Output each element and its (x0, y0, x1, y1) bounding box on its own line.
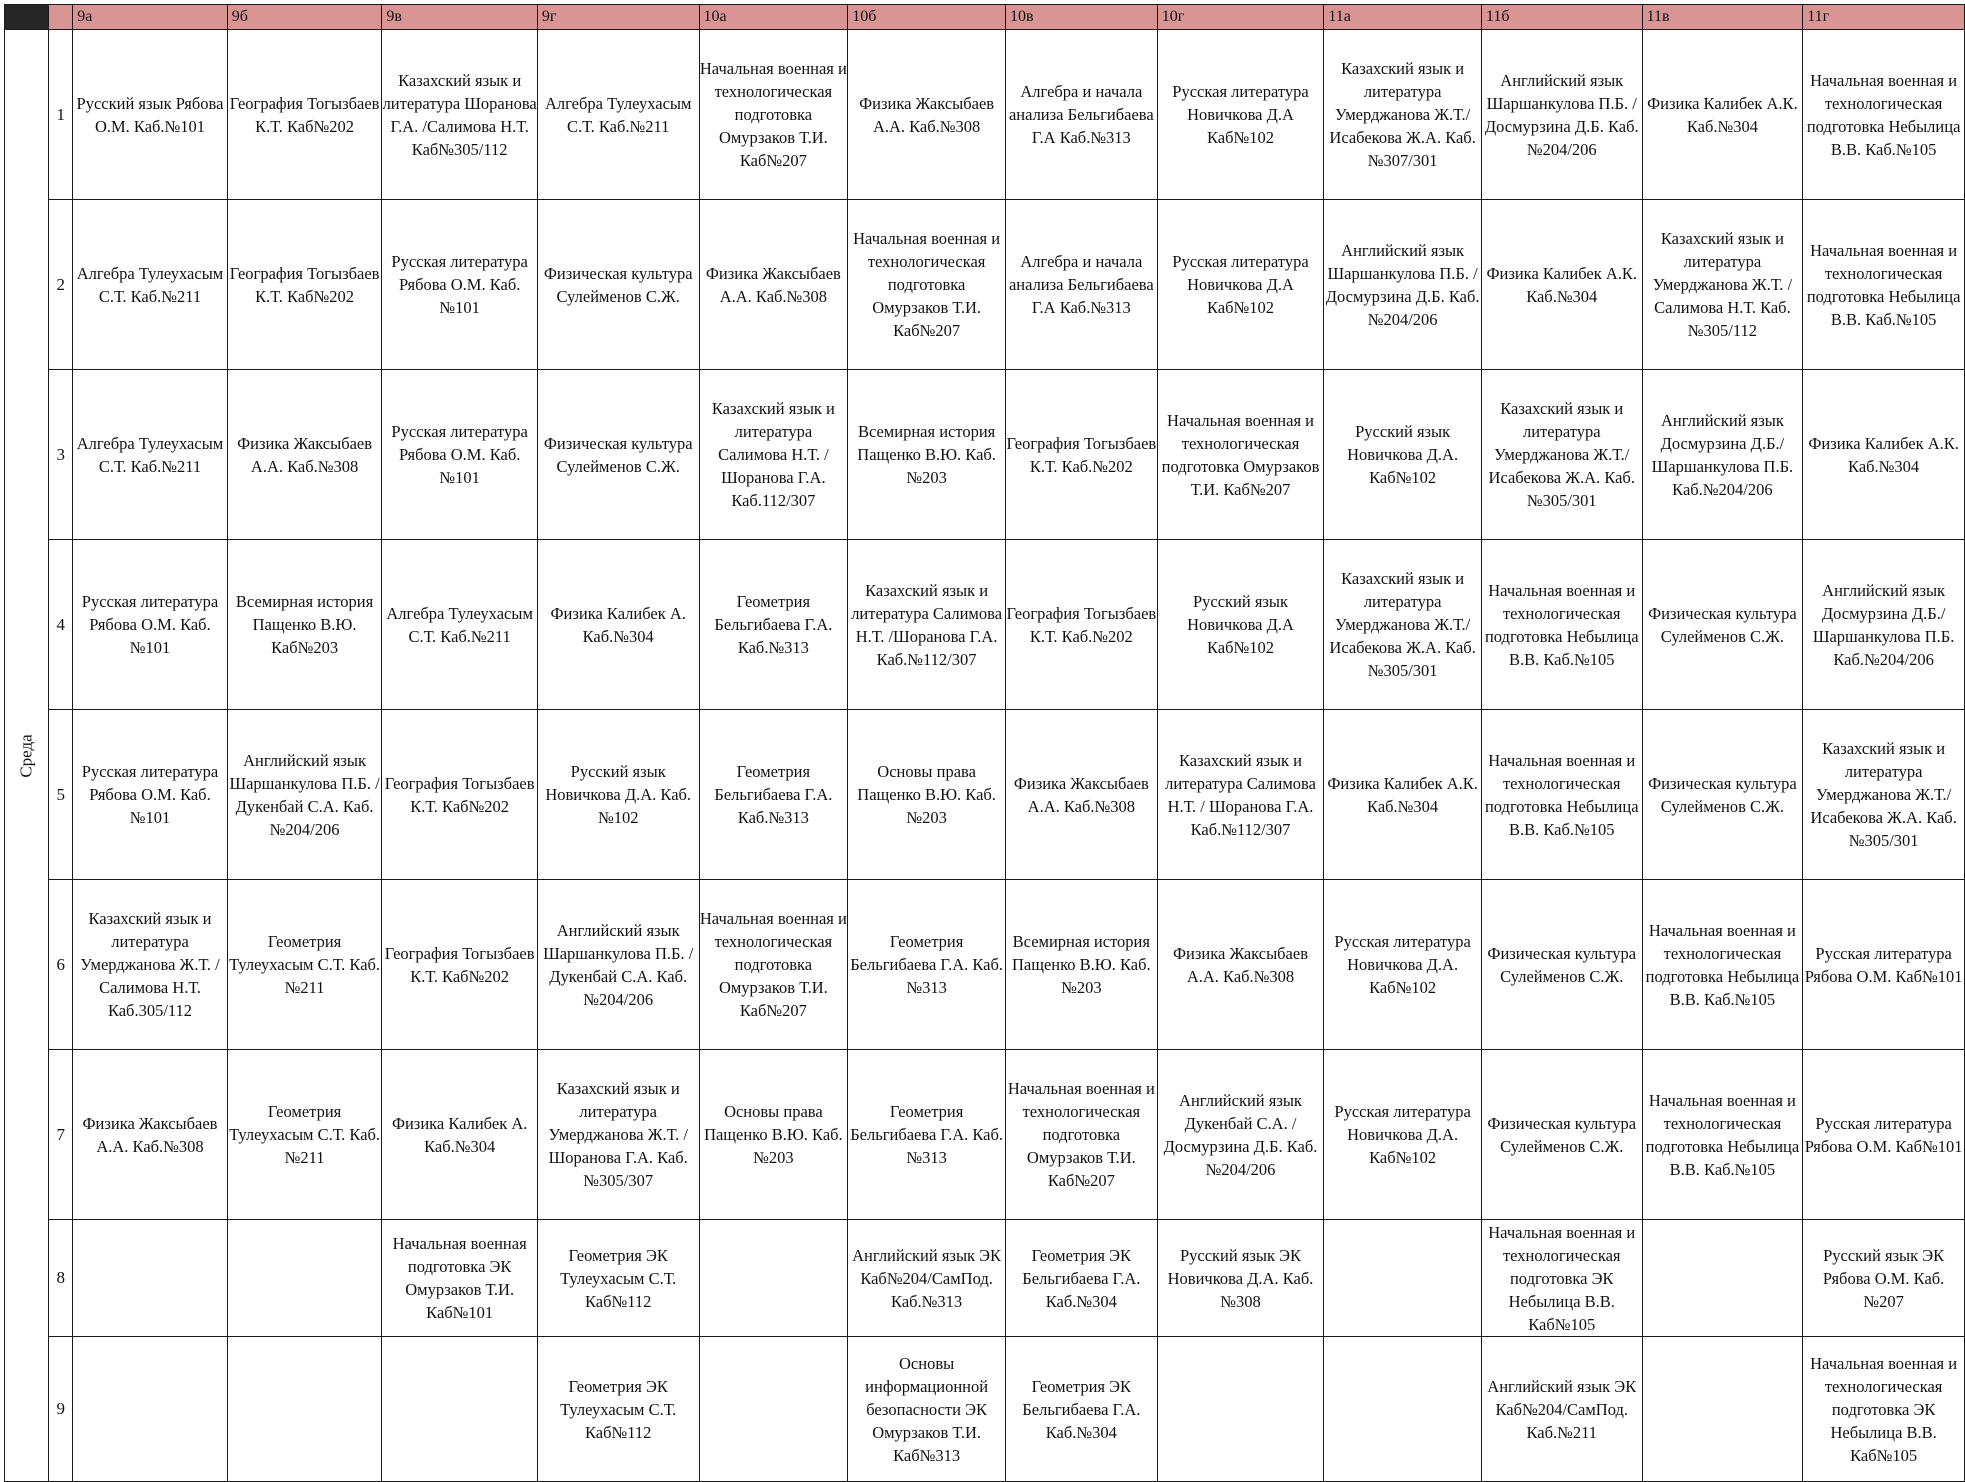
schedule-cell: Всемирная история Пащенко В.Ю. Каб.№203 (1005, 880, 1157, 1050)
header-corner (5, 5, 49, 30)
class-header-row (5, 5, 1965, 30)
lesson-row (5, 1337, 1965, 1482)
schedule-cell: Казахский язык и литература Салимова Н.Т. / Шоранова Г.А. Каб.№112/307 (1157, 710, 1324, 880)
lesson-number: 4 (49, 540, 73, 710)
lesson-row (5, 540, 1965, 710)
schedule-cell: Физика Калибек А. Каб.№304 (382, 1050, 538, 1220)
schedule-cell: Начальная военная и технологическая подготовка Омурзаков Т.И. Каб№207 (1157, 370, 1324, 540)
schedule-cell: География Тогызбаев К.Т. Каб№202 (382, 880, 538, 1050)
schedule-cell (699, 1220, 848, 1337)
schedule-cell (1642, 1220, 1803, 1337)
lesson-number: 3 (49, 370, 73, 540)
lesson-number: 8 (49, 1220, 73, 1337)
schedule-cell: Геометрия Тулеухасым С.Т. Каб.№211 (227, 880, 382, 1050)
schedule-cell: Всемирная история Пащенко В.Ю. Каб.№203 (848, 370, 1006, 540)
schedule-cell: Русская литература Новичкова Д.А Каб№102 (1157, 30, 1324, 200)
schedule-cell: Русская литература Рябова О.М. Каб№101 (1803, 880, 1965, 1050)
schedule-cell: Физика Калибек А.К. Каб.№304 (1803, 370, 1965, 540)
lesson-number: 1 (49, 30, 73, 200)
schedule-cell: Физическая культура Сулейменов С.Ж. (1481, 1050, 1642, 1220)
schedule-cell: География Тогызбаев К.Т. Каб№202 (382, 710, 538, 880)
schedule-cell: Казахский язык и литература Умерджанова Ж.Т. / Салимова Н.Т. Каб.305/112 (73, 880, 228, 1050)
schedule-cell: География Тогызбаев К.Т. Каб№202 (227, 200, 382, 370)
schedule-table (4, 4, 1965, 1482)
schedule-cell: Всемирная история Пащенко В.Ю. Каб№203 (227, 540, 382, 710)
schedule-cell: Казахский язык и литература Умерджанова Ж.Т./Исабекова Ж.А. Каб.№305/301 (1803, 710, 1965, 880)
schedule-cell: Русский язык ЭК Рябова О.М. Каб.№207 (1803, 1220, 1965, 1337)
class-header: 10а (699, 5, 848, 30)
schedule-cell: Геометрия ЭК Тулеухасым С.Т. Каб№112 (537, 1337, 699, 1482)
schedule-cell: Английский язык Досмурзина Д.Б./ Шаршанкулова П.Б. Каб.№204/206 (1803, 540, 1965, 710)
schedule-cell (73, 1337, 228, 1482)
schedule-cell: Начальная военная и технологическая подготовка Небылица В.В. Каб.№105 (1642, 1050, 1803, 1220)
schedule-cell: Английский язык Досмурзина Д.Б./ Шаршанкулова П.Б. Каб.№204/206 (1642, 370, 1803, 540)
schedule-cell: Начальная военная и технологическая подготовка Омурзаков Т.И. Каб№207 (1005, 1050, 1157, 1220)
day-label (5, 30, 49, 1482)
schedule-cell (1324, 1220, 1482, 1337)
schedule-cell: Русская литература Рябова О.М. Каб№101 (1803, 1050, 1965, 1220)
schedule-cell: Английский язык ЭК Каб№204/СамПод. Каб.№211 (1481, 1337, 1642, 1482)
schedule-cell (699, 1337, 848, 1482)
schedule-cell: География Тогызбаев К.Т. Каб.№202 (1005, 540, 1157, 710)
schedule-cell: Русская литература Рябова О.М. Каб.№101 (73, 710, 228, 880)
schedule-cell (227, 1220, 382, 1337)
schedule-cell: Физика Жаксыбаев А.А. Каб.№308 (1005, 710, 1157, 880)
schedule-cell: Русская литература Новичкова Д.А. Каб№102 (1324, 880, 1482, 1050)
schedule-cell: Физика Жаксыбаев А.А. Каб.№308 (73, 1050, 228, 1220)
schedule-cell: Русский язык Новичкова Д.А. Каб№102 (1324, 370, 1482, 540)
schedule-cell (227, 1337, 382, 1482)
class-header: 10б (848, 5, 1006, 30)
schedule-cell: География Тогызбаев К.Т. Каб.№202 (1005, 370, 1157, 540)
schedule-cell: Русская литература Рябова О.М. Каб.№101 (382, 200, 538, 370)
schedule-cell: Физика Калибек А.К. Каб.№304 (1324, 710, 1482, 880)
schedule-cell: Геометрия ЭК Тулеухасым С.Т. Каб№112 (537, 1220, 699, 1337)
schedule-cell: Русская литература Новичкова Д.А. Каб№102 (1324, 1050, 1482, 1220)
class-header: 11в (1642, 5, 1803, 30)
schedule-cell: Геометрия ЭК Бельгибаева Г.А. Каб.№304 (1005, 1337, 1157, 1482)
class-header: 11а (1324, 5, 1482, 30)
lesson-number: 5 (49, 710, 73, 880)
lesson-number: 9 (49, 1337, 73, 1482)
schedule-cell (1324, 1337, 1482, 1482)
schedule-cell: Начальная военная и технологическая подготовка Небылица В.В. Каб.№105 (1481, 710, 1642, 880)
schedule-cell: Английский язык Шаршанкулова П.Б. /Дукенбай С.А. Каб.№204/206 (227, 710, 382, 880)
schedule-cell: Казахский язык и литература Умерджанова Ж.Т./Исабекова Ж.А. Каб.№305/301 (1324, 540, 1482, 710)
schedule-cell: Геометрия Тулеухасым С.Т. Каб.№211 (227, 1050, 382, 1220)
schedule-cell: Английский язык Шаршанкулова П.Б. /Дукенбай С.А. Каб.№204/206 (537, 880, 699, 1050)
schedule-cell: Казахский язык и литература Шоранова Г.А. /Салимова Н.Т. Каб№305/112 (382, 30, 538, 200)
schedule-cell: Русский язык ЭК Новичкова Д.А. Каб.№308 (1157, 1220, 1324, 1337)
schedule-cell: Физика Калибек А. Каб.№304 (537, 540, 699, 710)
schedule-cell: Физика Жаксыбаев А.А. Каб.№308 (699, 200, 848, 370)
schedule-cell: Казахский язык и литература Салимова Н.Т. /Шоранова Г.А. Каб.112/307 (699, 370, 848, 540)
schedule-cell: Геометрия Бельгибаева Г.А. Каб.№313 (848, 880, 1006, 1050)
schedule-cell: Физическая культура Сулейменов С.Ж. (537, 200, 699, 370)
schedule-cell: Физика Жаксыбаев А.А. Каб.№308 (848, 30, 1006, 200)
schedule-cell: Алгебра Тулеухасым С.Т. Каб.№211 (73, 370, 228, 540)
schedule-cell: Алгебра Тулеухасым С.Т. Каб.№211 (382, 540, 538, 710)
lesson-row (5, 1220, 1965, 1337)
schedule-cell: Физическая культура Сулейменов С.Ж. (1481, 880, 1642, 1050)
class-header: 9а (73, 5, 228, 30)
lesson-row (5, 370, 1965, 540)
schedule-cell: Начальная военная и технологическая подготовка ЭК Небылица В.В. Каб№105 (1481, 1220, 1642, 1337)
schedule-cell (382, 1337, 538, 1482)
schedule-cell: Начальная военная и технологическая подготовка Омурзаков Т.И. Каб№207 (848, 200, 1006, 370)
lesson-number: 7 (49, 1050, 73, 1220)
schedule-cell: Начальная военная и технологическая подготовка Омурзаков Т.И. Каб№207 (699, 880, 848, 1050)
schedule-cell: Русская литература Рябова О.М. Каб.№101 (382, 370, 538, 540)
schedule-cell: Основы права Пащенко В.Ю. Каб.№203 (699, 1050, 848, 1220)
schedule-cell (1642, 1337, 1803, 1482)
schedule-cell: Физическая культура Сулейменов С.Ж. (1642, 540, 1803, 710)
schedule-cell: Начальная военная подготовка ЭК Омурзаков Т.И. Каб№101 (382, 1220, 538, 1337)
schedule-cell: Начальная военная и технологическая подготовка Омурзаков Т.И. Каб№207 (699, 30, 848, 200)
schedule-cell: Английский язык ЭК Каб№204/СамПод. Каб.№313 (848, 1220, 1006, 1337)
lesson-row (5, 710, 1965, 880)
lesson-number: 2 (49, 200, 73, 370)
schedule-cell: Физика Калибек А.К. Каб.№304 (1642, 30, 1803, 200)
day-label-text: Среда (16, 733, 36, 778)
schedule-cell: Начальная военная и технологическая подготовка Небылица В.В. Каб.№105 (1803, 200, 1965, 370)
schedule-cell: Начальная военная и технологическая подготовка Небылица В.В. Каб.№105 (1642, 880, 1803, 1050)
lesson-row (5, 1050, 1965, 1220)
schedule-cell: Геометрия Бельгибаева Г.А. Каб.№313 (699, 540, 848, 710)
schedule-cell: Геометрия Бельгибаева Г.А. Каб.№313 (699, 710, 848, 880)
schedule-cell: Русский язык Рябова О.М. Каб.№101 (73, 30, 228, 200)
schedule-cell: Русская литература Новичкова Д.А Каб№102 (1157, 200, 1324, 370)
class-header: 10в (1005, 5, 1157, 30)
class-header: 9г (537, 5, 699, 30)
schedule-cell: Казахский язык и литература Умерджанова Ж.Т. /Шоранова Г.А. Каб.№305/307 (537, 1050, 699, 1220)
lesson-row (5, 30, 1965, 200)
schedule-cell: Казахский язык и литература Умерджанова Ж.Т./Исабекова Ж.А. Каб.№305/301 (1481, 370, 1642, 540)
header-lesson-number (49, 5, 73, 30)
class-header: 11г (1803, 5, 1965, 30)
schedule-cell: Начальная военная и технологическая подготовка ЭК Небылица В.В. Каб№105 (1803, 1337, 1965, 1482)
schedule-cell (1157, 1337, 1324, 1482)
schedule-cell: Физика Жаксыбаев А.А. Каб.№308 (227, 370, 382, 540)
schedule-cell: Физическая культура Сулейменов С.Ж. (537, 370, 699, 540)
schedule-cell: Физическая культура Сулейменов С.Ж. (1642, 710, 1803, 880)
class-header: 9б (227, 5, 382, 30)
class-header: 10г (1157, 5, 1324, 30)
schedule-cell: Русский язык Новичкова Д.А Каб№102 (1157, 540, 1324, 710)
schedule-cell: Геометрия Бельгибаева Г.А. Каб.№313 (848, 1050, 1006, 1220)
schedule-cell: Русская литература Рябова О.М. Каб.№101 (73, 540, 228, 710)
schedule-cell (73, 1220, 228, 1337)
schedule-cell: Казахский язык и литература Салимова Н.Т. /Шоранова Г.А. Каб.№112/307 (848, 540, 1006, 710)
schedule-cell: Английский язык Дукенбай С.А. / Досмурзина Д.Б. Каб.№204/206 (1157, 1050, 1324, 1220)
schedule-cell: Алгебра и начала анализа Бельгибаева Г.А Каб.№313 (1005, 30, 1157, 200)
schedule-cell: Казахский язык и литература Умерджанова Ж.Т./Исабекова Ж.А. Каб.№307/301 (1324, 30, 1482, 200)
lesson-row (5, 200, 1965, 370)
schedule-cell: Начальная военная и технологическая подготовка Небылица В.В. Каб.№105 (1481, 540, 1642, 710)
schedule-cell: Основы информационной безопасности ЭК Омурзаков Т.И. Каб№313 (848, 1337, 1006, 1482)
schedule-cell: Физика Калибек А.К. Каб.№304 (1481, 200, 1642, 370)
schedule-cell: Геометрия ЭК Бельгибаева Г.А. Каб.№304 (1005, 1220, 1157, 1337)
schedule-cell: Алгебра Тулеухасым С.Т. Каб.№211 (537, 30, 699, 200)
lesson-row (5, 880, 1965, 1050)
class-header: 9в (382, 5, 538, 30)
schedule-cell: Русский язык Новичкова Д.А. Каб.№102 (537, 710, 699, 880)
schedule-cell: Английский язык Шаршанкулова П.Б. /Досмурзина Д.Б. Каб.№204/206 (1324, 200, 1482, 370)
schedule-cell: География Тогызбаев К.Т. Каб№202 (227, 30, 382, 200)
schedule-cell: Алгебра и начала анализа Бельгибаева Г.А Каб.№313 (1005, 200, 1157, 370)
schedule-cell: Английский язык Шаршанкулова П.Б. /Досмурзина Д.Б. Каб.№204/206 (1481, 30, 1642, 200)
schedule-cell: Начальная военная и технологическая подготовка Небылица В.В. Каб.№105 (1803, 30, 1965, 200)
lesson-number: 6 (49, 880, 73, 1050)
schedule-cell: Алгебра Тулеухасым С.Т. Каб.№211 (73, 200, 228, 370)
schedule-cell: Физика Жаксыбаев А.А. Каб.№308 (1157, 880, 1324, 1050)
class-header: 11б (1481, 5, 1642, 30)
schedule-cell: Казахский язык и литература Умерджанова Ж.Т. /Салимова Н.Т. Каб.№305/112 (1642, 200, 1803, 370)
schedule-cell: Основы права Пащенко В.Ю. Каб.№203 (848, 710, 1006, 880)
